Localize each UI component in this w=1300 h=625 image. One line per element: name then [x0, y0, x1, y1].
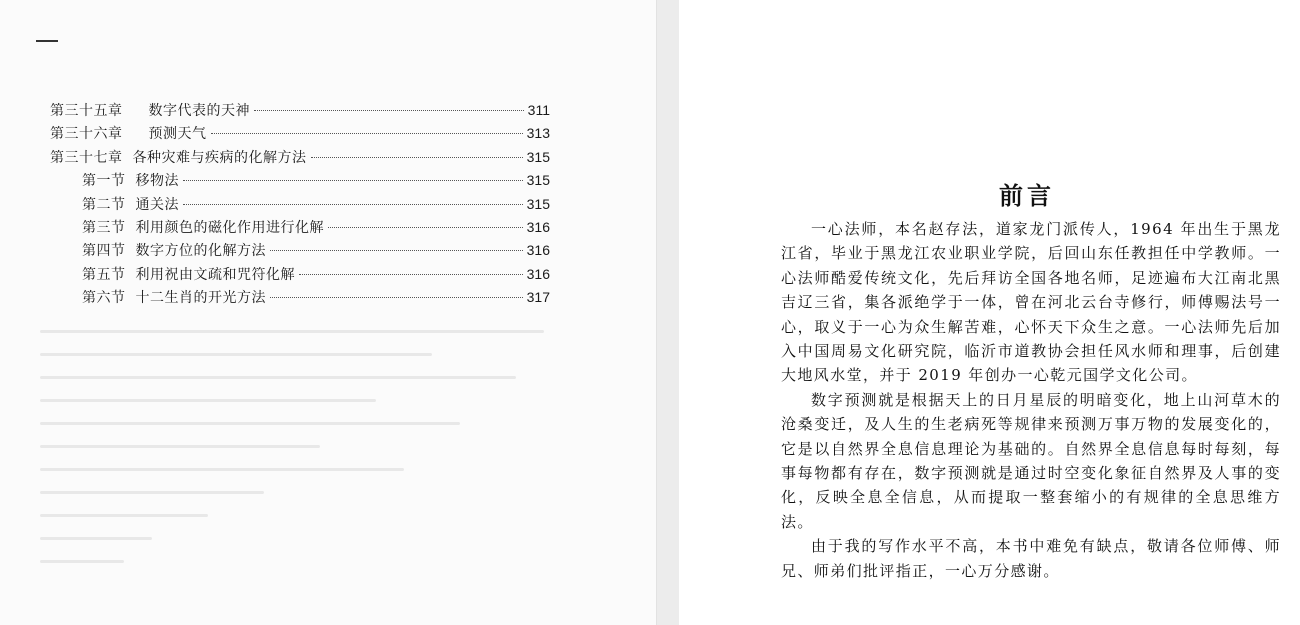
toc-page-number: 317 [526, 289, 550, 306]
bleed-through-text [40, 330, 600, 620]
toc-page-number: 316 [526, 218, 550, 235]
toc-chapter-label: 第三十五章 [50, 103, 123, 119]
toc-entry [50, 123, 550, 146]
toc-entry [50, 287, 550, 310]
toc-chapter-label: 第三节 [82, 219, 126, 236]
toc-chapter-label: 第一节 [82, 173, 126, 190]
toc-leader-dots [311, 157, 523, 158]
toc-leader-dots [270, 250, 523, 251]
toc-title: 移物法 [135, 173, 179, 190]
toc-entry [50, 170, 550, 193]
toc-leader-dots [211, 133, 523, 134]
toc-page-number: 316 [526, 242, 550, 259]
page-gutter [657, 0, 679, 625]
toc-title: 数字方位的化解方法 [135, 243, 266, 260]
toc-page-number: 316 [526, 265, 550, 282]
toc-page-number: 315 [526, 195, 550, 212]
toc-entry [50, 240, 550, 263]
table-of-contents [50, 100, 550, 311]
toc-title: 利用颜色的磁化作用进行化解 [135, 219, 324, 236]
toc-title: 预测天气 [148, 126, 207, 143]
toc-title: 数字代表的天神 [148, 103, 250, 119]
toc-page-number: 315 [526, 148, 550, 165]
toc-chapter-label: 第三十六章 [50, 126, 123, 143]
toc-title: 十二生肖的开光方法 [135, 290, 266, 307]
toc-page-number: 315 [526, 172, 550, 189]
toc-title: 通关法 [135, 196, 179, 213]
toc-title: 各种灾难与疾病的化解方法 [132, 149, 307, 166]
toc-leader-dots [270, 297, 523, 298]
preface-paragraph: 由于我的写作水平不高，本书中难免有缺点，敬请各位师傅、师兄、师弟们批评指正，一心万分感谢。 [781, 537, 1281, 580]
toc-chapter-label: 第三十七章 [50, 149, 123, 166]
top-mark [36, 40, 58, 42]
preface-paragraph: 数字预测就是根据天上的日月星辰的明暗变化，地上山河草木的沧桑变迁，及人生的生老病死等规律来预测万事万物的发展变化的，它是以自然界全息信息理论为基础的。自然界全息信息每时每刻，每事每物都有存在，数字预测就是通过时空变化象征自然界及人事的变化，反映全息全信息，从而提取一整套缩小的有规律的全息思维方法。 [781, 390, 1281, 531]
toc-chapter-label: 第四节 [82, 243, 126, 260]
toc-leader-dots [299, 274, 523, 275]
toc-leader-dots [254, 110, 524, 111]
toc-chapter-label: 第二节 [82, 196, 126, 213]
preface-body [781, 217, 1281, 583]
preface-paragraph: 一心法师，本名赵存法，道家龙门派传人，1964 年出生于黑龙江省，毕业于黑龙江农业职业学院，后回山东任教担任中学教师。一心法师酷爱传统文化，先后拜访全国各地名师，足迹遍布大江南北黑吉辽三省，集各派绝学于一体，曾在河北云台寺修行，师傅赐法号一心，取义于一心为众生解苦难，心怀天下众生之意。一心法师先后加入中国周易文化研究院，临沂市道教协会担任风水师和理事，后创建大地风水堂，并于 2019 年创办一心乾元国学文化公司。 [781, 220, 1281, 385]
toc-leader-dots [183, 204, 523, 205]
toc-entry [50, 100, 550, 123]
toc-leader-dots [328, 227, 523, 228]
toc-chapter-label: 第五节 [82, 266, 126, 283]
preface-title: 前言 [999, 181, 1055, 210]
toc-leader-dots [183, 180, 523, 181]
toc-chapter-label: 第六节 [82, 290, 126, 307]
toc-page-number: 311 [527, 102, 550, 118]
toc-title: 利用祝由文疏和咒符化解 [135, 266, 295, 283]
toc-page-number: 313 [526, 125, 550, 142]
toc-entry [50, 217, 550, 240]
toc-entry [50, 194, 550, 217]
toc-entry [50, 264, 550, 287]
toc-entry [50, 147, 550, 170]
